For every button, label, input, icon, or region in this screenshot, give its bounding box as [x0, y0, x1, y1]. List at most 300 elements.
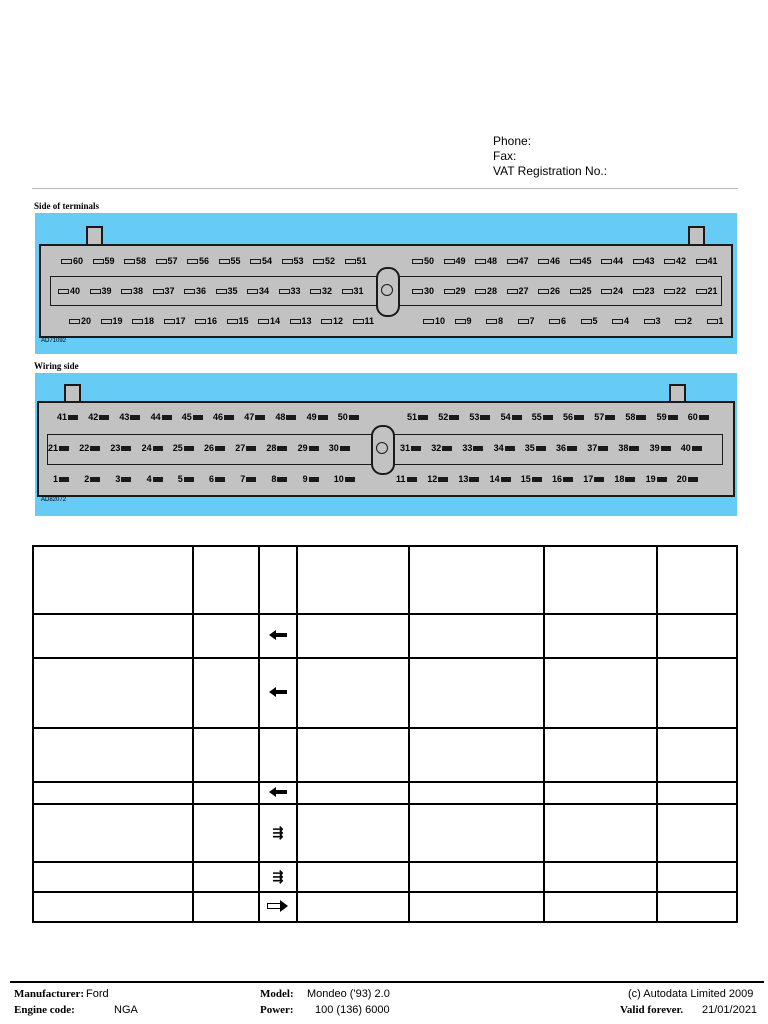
- pin-slot: [449, 415, 459, 420]
- pin-slot: [184, 446, 194, 451]
- pin-number: 49: [306, 412, 317, 422]
- pin-slot: [629, 446, 639, 451]
- table-cell: [193, 546, 259, 614]
- pin-number: 25: [172, 443, 183, 453]
- pin-32: [310, 286, 332, 296]
- pin-27: [507, 286, 529, 296]
- pin-17: [164, 316, 186, 326]
- table-row: [33, 892, 737, 922]
- pin-number: 11: [396, 474, 406, 484]
- pin-slot: [473, 446, 483, 451]
- pin-slot: [184, 477, 194, 482]
- pin-24: [142, 443, 163, 453]
- pin-59: [657, 412, 678, 422]
- pin-slot: [215, 446, 225, 451]
- header-divider: [32, 188, 738, 189]
- pin-slot: [707, 319, 718, 324]
- pin-21: [696, 286, 718, 296]
- pin-48: [475, 256, 497, 266]
- direction-cell: [259, 728, 297, 782]
- table-row: [33, 546, 737, 614]
- pin-number: 33: [462, 443, 473, 453]
- table-cell: [657, 658, 737, 728]
- direction-cell: [259, 862, 297, 892]
- table-cell: [409, 546, 544, 614]
- pin-slot: [598, 446, 608, 451]
- pin-number: 11: [364, 316, 375, 326]
- table-cell: [33, 892, 193, 922]
- pin-number: 31: [353, 286, 364, 296]
- table-cell: [33, 728, 193, 782]
- pin-45: [182, 412, 203, 422]
- pin-53: [469, 412, 490, 422]
- pin-15: [227, 316, 249, 326]
- pin-slot: [633, 289, 644, 294]
- pin-3: [115, 474, 131, 484]
- pin-number: 29: [297, 443, 308, 453]
- key-oval: [376, 267, 400, 317]
- table-cell: [657, 804, 737, 862]
- pin-number: 6: [561, 316, 567, 326]
- pin-slot: [121, 446, 131, 451]
- pin-number: 25: [581, 286, 592, 296]
- pin-56: [187, 256, 209, 266]
- pin-number: 52: [438, 412, 449, 422]
- pin-number: 14: [270, 316, 281, 326]
- pin-slot: [99, 415, 109, 420]
- pin-28: [475, 286, 497, 296]
- pin-slot: [286, 415, 296, 420]
- pin-number: 32: [431, 443, 442, 453]
- pin-42: [664, 256, 686, 266]
- pin-slot: [121, 477, 131, 482]
- pin-number: 13: [458, 474, 469, 484]
- pin-number: 50: [424, 256, 435, 266]
- table-cell: [297, 728, 409, 782]
- pin-17: [583, 474, 604, 484]
- pin-number: 9: [466, 316, 472, 326]
- pin-4: [612, 316, 629, 326]
- pin-39: [650, 443, 671, 453]
- pin-number: 35: [227, 286, 238, 296]
- pin-slot: [153, 477, 163, 482]
- pin-number: 42: [88, 412, 99, 422]
- pin-number: 45: [581, 256, 592, 266]
- table-row: [33, 862, 737, 892]
- pin-number: 19: [112, 316, 123, 326]
- pin-number: 12: [333, 316, 344, 326]
- pin-57: [594, 412, 615, 422]
- pin-slot: [418, 415, 428, 420]
- pin-slot: [342, 289, 353, 294]
- pin-slot: [469, 477, 479, 482]
- arrow-left-icon: [269, 787, 287, 797]
- direction-cell: [259, 892, 297, 922]
- engine-code-label: Engine code:: [14, 1004, 75, 1016]
- valid-label: Valid forever.: [620, 1004, 684, 1016]
- pin-21: [48, 443, 69, 453]
- key-hole: [376, 442, 388, 454]
- pin-number: 30: [424, 286, 435, 296]
- direction-cell: [259, 782, 297, 804]
- pin-number: 51: [356, 256, 367, 266]
- pin-number: 46: [213, 412, 224, 422]
- pin-slot: [224, 415, 234, 420]
- pin-slot: [538, 289, 549, 294]
- pin-slot: [101, 319, 112, 324]
- pin-number: 59: [656, 412, 667, 422]
- pin-40: [681, 443, 702, 453]
- pin-12: [321, 316, 343, 326]
- pin-slot: [507, 289, 518, 294]
- pin-slot: [153, 446, 163, 451]
- pin-38: [121, 286, 143, 296]
- pin-number: 21: [707, 286, 718, 296]
- pin-slot: [696, 289, 707, 294]
- pin-slot: [59, 446, 69, 451]
- table-cell: [193, 782, 259, 804]
- pin-14: [258, 316, 280, 326]
- pin-number: 23: [110, 443, 121, 453]
- pin-slot: [675, 319, 686, 324]
- pin-54: [250, 256, 272, 266]
- pin-number: 40: [70, 286, 81, 296]
- table-cell: [409, 782, 544, 804]
- pin-number: 43: [644, 256, 655, 266]
- vat-label: VAT Registration No.:: [493, 164, 608, 178]
- pin-5: [581, 316, 598, 326]
- pin-number: 52: [325, 256, 336, 266]
- pin-number: 30: [328, 443, 339, 453]
- pin-slot: [69, 319, 80, 324]
- pin-number: 37: [587, 443, 598, 453]
- pin-slot: [353, 319, 364, 324]
- connector-body: [37, 401, 735, 497]
- pin-slot: [124, 259, 135, 264]
- pin-3: [644, 316, 661, 326]
- pin-slot: [574, 415, 584, 420]
- pin-slot: [349, 415, 359, 420]
- pin-45: [570, 256, 592, 266]
- pin-36: [556, 443, 577, 453]
- pin-slot: [625, 477, 635, 482]
- engine-code-value: NGA: [114, 1004, 138, 1016]
- pin-47: [244, 412, 265, 422]
- pin-42: [88, 412, 109, 422]
- pin-slot: [696, 259, 707, 264]
- pin-number: 2: [687, 316, 693, 326]
- pin-13: [458, 474, 479, 484]
- connector-body: [39, 244, 733, 338]
- pin-4: [147, 474, 163, 484]
- pin-22: [79, 443, 100, 453]
- table-cell: [409, 804, 544, 862]
- pin-slot: [407, 477, 417, 482]
- table-cell: [193, 892, 259, 922]
- pin-number: 38: [618, 443, 629, 453]
- pin-16: [195, 316, 217, 326]
- pin-56: [563, 412, 584, 422]
- pin-55: [219, 256, 241, 266]
- pin-number: 28: [487, 286, 498, 296]
- pin-number: 8: [498, 316, 504, 326]
- pin-slot: [290, 319, 301, 324]
- pin-11: [396, 474, 417, 484]
- pin-31: [400, 443, 421, 453]
- pin-20: [677, 474, 698, 484]
- pin-7: [240, 474, 256, 484]
- pin-slot: [184, 289, 195, 294]
- table-cell: [193, 862, 259, 892]
- table-cell: [33, 804, 193, 862]
- pin-58: [124, 256, 146, 266]
- pin-slot: [605, 415, 615, 420]
- pin-number: 41: [707, 256, 718, 266]
- pin-slot: [246, 477, 256, 482]
- pin-55: [532, 412, 553, 422]
- pin-52: [438, 412, 459, 422]
- pin-slot: [563, 477, 573, 482]
- pin-slot: [412, 259, 423, 264]
- pin-number: 35: [524, 443, 535, 453]
- pin-41: [57, 412, 78, 422]
- pin-slot: [90, 446, 100, 451]
- pin-slot: [518, 319, 529, 324]
- terminal-side-title: Side of terminals: [34, 201, 99, 211]
- pin-number: 17: [583, 474, 594, 484]
- pin-52: [313, 256, 335, 266]
- pin-number: 53: [469, 412, 480, 422]
- pin-58: [625, 412, 646, 422]
- key-hole: [381, 284, 393, 296]
- pin-slot: [444, 289, 455, 294]
- pin-number: 36: [556, 443, 567, 453]
- pin-slot: [345, 477, 355, 482]
- table-cell: [33, 546, 193, 614]
- pin-number: 29: [455, 286, 466, 296]
- table-cell: [657, 614, 737, 658]
- pin-number: 26: [204, 443, 215, 453]
- pin-51: [407, 412, 428, 422]
- pin-number: 54: [262, 256, 273, 266]
- manufacturer-value: Ford: [86, 988, 109, 1000]
- pin-11: [353, 316, 375, 326]
- pin-number: 32: [322, 286, 333, 296]
- pin-59: [93, 256, 115, 266]
- table-cell: [409, 862, 544, 892]
- pin-39: [90, 286, 112, 296]
- direction-cell: [259, 804, 297, 862]
- pin-number: 14: [489, 474, 500, 484]
- pin-number: 49: [455, 256, 466, 266]
- direction-cell: [259, 658, 297, 728]
- pin-1: [707, 316, 724, 326]
- pin-23: [110, 443, 131, 453]
- table-cell: [297, 658, 409, 728]
- pin-5: [178, 474, 194, 484]
- pin-slot: [250, 259, 261, 264]
- pin-60: [61, 256, 83, 266]
- pin-slot: [255, 415, 265, 420]
- pin-35: [216, 286, 238, 296]
- pin-57: [156, 256, 178, 266]
- pin-number: 33: [290, 286, 301, 296]
- table-cell: [544, 862, 657, 892]
- pin-number: 56: [199, 256, 210, 266]
- pin-slot: [475, 289, 486, 294]
- pin-slot: [121, 289, 132, 294]
- wiring-side-title: Wiring side: [34, 361, 79, 371]
- pin-number: 20: [81, 316, 92, 326]
- pin-number: 21: [48, 443, 59, 453]
- pin-number: 44: [150, 412, 161, 422]
- pin-number: 4: [146, 474, 152, 484]
- table-cell: [193, 614, 259, 658]
- pin-number: 41: [57, 412, 68, 422]
- pin-26: [538, 286, 560, 296]
- arrow-right-outline-icon: [267, 900, 289, 912]
- pin-60: [688, 412, 709, 422]
- key-oval: [371, 425, 395, 475]
- pin-50: [412, 256, 434, 266]
- pin-number: 59: [104, 256, 115, 266]
- pin-number: 43: [119, 412, 130, 422]
- table-cell: [544, 658, 657, 728]
- power-label: Power:: [260, 1004, 294, 1016]
- table-cell: [409, 658, 544, 728]
- terminal-side-connector: [35, 213, 737, 354]
- power-value: 100 (136) 6000: [315, 1004, 390, 1016]
- pin-slot: [246, 446, 256, 451]
- pin-slot: [664, 289, 675, 294]
- pin-slot: [162, 415, 172, 420]
- pin-slot: [455, 319, 466, 324]
- model-value: Mondeo ('93) 2.0: [307, 988, 390, 1000]
- pin-slot: [130, 415, 140, 420]
- pin-number: 8: [271, 474, 277, 484]
- footer-divider: [10, 981, 764, 983]
- pin-number: 10: [333, 474, 344, 484]
- pin-slot: [309, 477, 319, 482]
- pin-number: 57: [594, 412, 605, 422]
- pin-slot: [538, 259, 549, 264]
- pin-38: [618, 443, 639, 453]
- pin-number: 39: [649, 443, 660, 453]
- pin-47: [507, 256, 529, 266]
- pin-48: [275, 412, 296, 422]
- pin-number: 10: [435, 316, 446, 326]
- pin-29: [298, 443, 319, 453]
- pin-number: 34: [493, 443, 504, 453]
- pin-number: 46: [550, 256, 561, 266]
- table-cell: [657, 782, 737, 804]
- table-cell: [33, 862, 193, 892]
- pin-9: [455, 316, 472, 326]
- pin-slot: [664, 259, 675, 264]
- pin-slot: [340, 446, 350, 451]
- copyright-text: (c) Autodata Limited 2009: [628, 988, 754, 1000]
- three-arrow-icon: ⇶: [272, 825, 284, 840]
- pin-slot: [227, 319, 238, 324]
- pin-25: [570, 286, 592, 296]
- pin-number: 9: [302, 474, 308, 484]
- pin-number: 60: [687, 412, 698, 422]
- pin-slot: [277, 477, 287, 482]
- pin-number: 58: [625, 412, 636, 422]
- pin-number: 4: [624, 316, 630, 326]
- pin-slot: [601, 289, 612, 294]
- pin-30: [329, 443, 350, 453]
- contact-block: [493, 134, 607, 179]
- pin-28: [266, 443, 287, 453]
- pin-15: [521, 474, 542, 484]
- pin-29: [444, 286, 466, 296]
- pin-slot: [93, 259, 104, 264]
- pin-34: [494, 443, 515, 453]
- pin-slot: [581, 319, 592, 324]
- pin-number: 58: [136, 256, 147, 266]
- pin-number: 54: [500, 412, 511, 422]
- pin-slot: [258, 319, 269, 324]
- table-cell: [297, 862, 409, 892]
- pin-slot: [668, 415, 678, 420]
- pin-slot: [321, 319, 332, 324]
- pin-53: [282, 256, 304, 266]
- pin-slot: [442, 446, 452, 451]
- pin-number: 27: [235, 443, 246, 453]
- pin-44: [601, 256, 623, 266]
- pin-slot: [480, 415, 490, 420]
- pin-slot: [219, 259, 230, 264]
- pin-13: [290, 316, 312, 326]
- pin-slot: [567, 446, 577, 451]
- pin-number: 24: [141, 443, 152, 453]
- pin-number: 2: [84, 474, 90, 484]
- pin-16: [552, 474, 573, 484]
- table-cell: [193, 728, 259, 782]
- pin-slot: [501, 477, 511, 482]
- pin-slot: [309, 446, 319, 451]
- pin-number: 16: [207, 316, 218, 326]
- pin-44: [151, 412, 172, 422]
- pin-2: [675, 316, 692, 326]
- pin-slot: [164, 319, 175, 324]
- fax-label: Fax:: [493, 149, 517, 163]
- pin-10: [334, 474, 355, 484]
- pin-34: [247, 286, 269, 296]
- pin-number: 45: [181, 412, 192, 422]
- pin-slot: [636, 415, 646, 420]
- pin-number: 28: [266, 443, 277, 453]
- pin-slot: [549, 319, 560, 324]
- pin-22: [664, 286, 686, 296]
- pin-slot: [132, 319, 143, 324]
- pin-33: [279, 286, 301, 296]
- table-row: [33, 782, 737, 804]
- pin-number: 56: [563, 412, 574, 422]
- table-cell: [297, 804, 409, 862]
- pin-slot: [699, 415, 709, 420]
- pin-slot: [657, 477, 667, 482]
- pin-slot: [310, 289, 321, 294]
- locking-tab-left: [86, 226, 103, 246]
- pin-number: 15: [238, 316, 249, 326]
- pin-data-table: [32, 545, 738, 923]
- pin-12: [427, 474, 448, 484]
- table-cell: [657, 892, 737, 922]
- pin-number: 16: [552, 474, 563, 484]
- pin-number: 42: [676, 256, 687, 266]
